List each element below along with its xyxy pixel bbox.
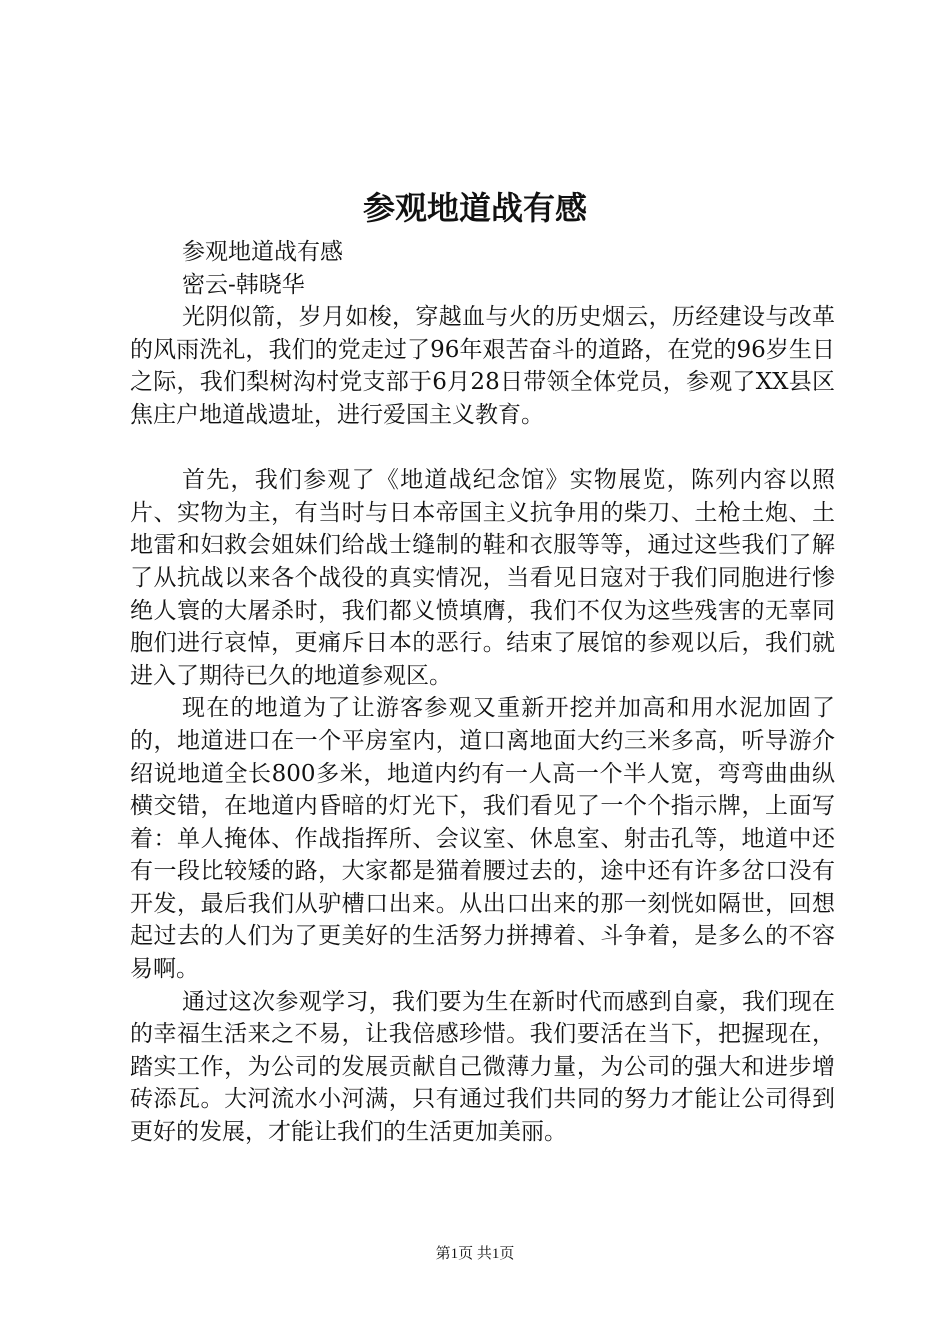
document-body — [130, 236, 835, 1149]
author-line: 密云-韩晓华 — [182, 271, 305, 298]
page-footer: 第1页 共1页 — [435, 1246, 515, 1262]
paragraph-museum: 首先，我们参观了《地道战纪念馆》实物展览，陈列内容以照片、实物为主，有当时与日本帝国主义抗争用的柴刀、土枪土炮、土地雷和妇救会姐妹们给战士缝制的鞋和衣服等等，通过这些我们了解了从抗战以来各个战役的真实情况，当看见日寇对于我们同胞进行惨绝人寰的大屠杀时，我们都义愤填膺，我们不仅为这些残害的无辜同胞们进行哀悼，更痛斥日本的恶行。结束了展馆的参观以后，我们就进入了期待已久的地道参观区。 — [130, 467, 835, 689]
paragraph-intro: 光阴似箭，岁月如梭，穿越血与火的历史烟云，历经建设与改革的风雨洗礼，我们的党走过了96年艰苦奋斗的道路，在党的96岁生日之际，我们梨树沟村党支部于6月28日带领全体党员，参观了XX县区焦庄户地道战遗址，进行爱国主义教育。 — [130, 304, 835, 428]
paragraph-spacer — [130, 432, 835, 465]
page-title: 参观地道战有感 — [362, 189, 587, 227]
subtitle: 参观地道战有感 — [182, 239, 343, 265]
paragraph-tunnel: 现在的地道为了让游客参观又重新开挖并加高和用水泥加固了的，地道进口在一个平房室内，道口离地面大约三米多高，听导游介绍说地道全长800多米，地道内约有一人高一个半人宽，弯弯曲曲纵横交错，在地道内昏暗的灯光下，我们看见了一个个指示牌，上面写着：单人掩体、作战指挥所、会议室、休息室、射击孔等，地道中还有一段比较矮的路，大家都是猫着腰过去的，途中还有许多岔口没有开发，最后我们从驴槽口出来。从出口出来的那一刻恍如隔世，回想起过去的人们为了更美好的生活努力拼搏着、斗争着，是多么的不容易啊。 — [130, 695, 835, 983]
paragraph-conclusion: 通过这次参观学习，我们要为生在新时代而感到自豪，我们现在的幸福生活来之不易，让我倍感珍惜。我们要活在当下，把握现在，踏实工作，为公司的发展贡献自己微薄力量，为公司的强大和进步增砖添瓦。大河流水小河满，只有通过我们共同的努力才能让公司得到更好的发展，才能让我们的生活更加美丽。 — [130, 988, 835, 1146]
